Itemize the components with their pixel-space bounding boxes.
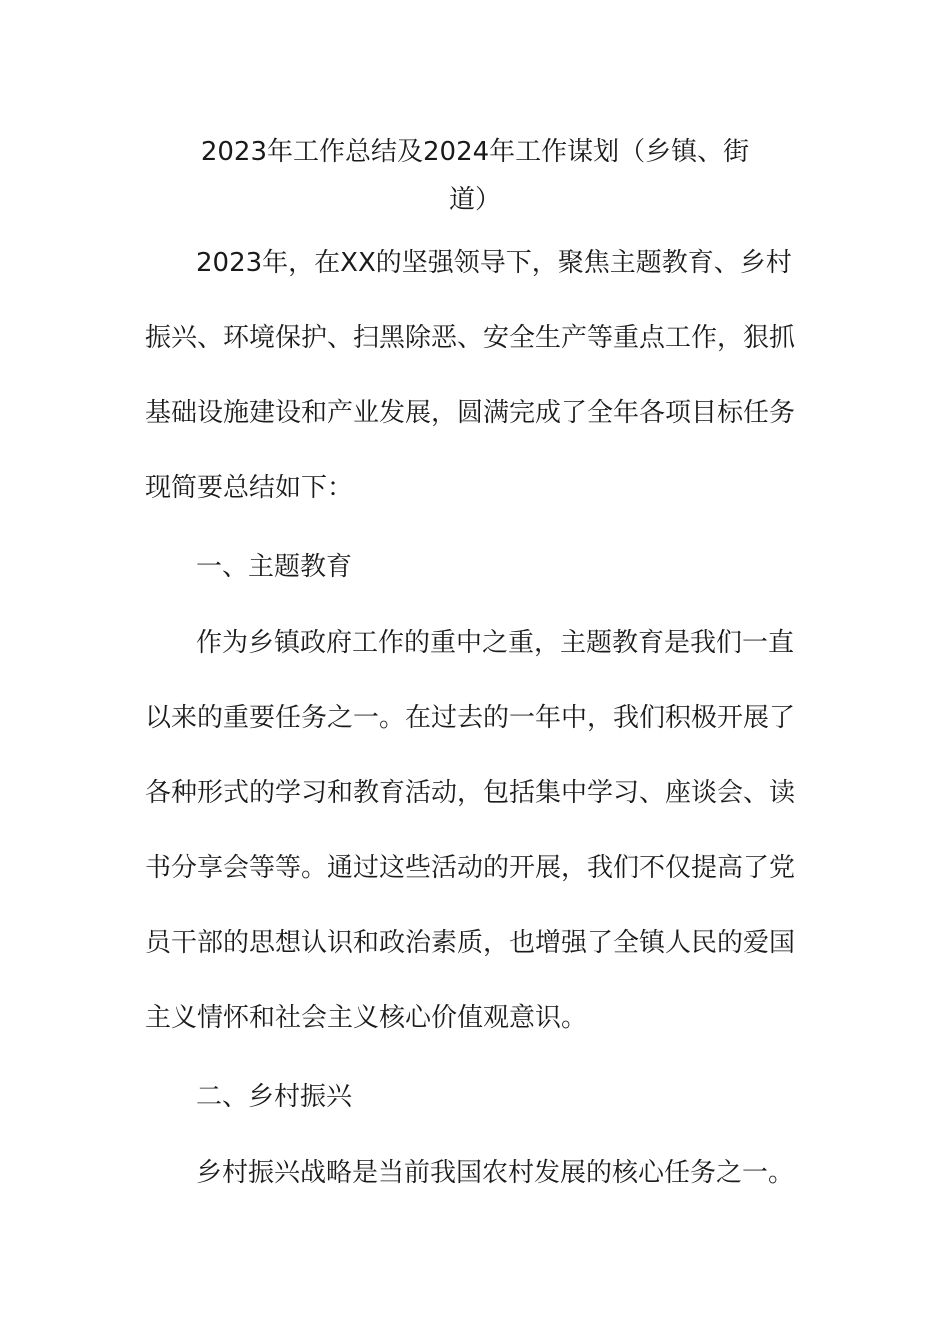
title-line-2: 道） (448, 185, 501, 215)
section2-line-1: 乡村振兴战略是当前我国农村发展的核心任务之一。 (196, 1158, 795, 1188)
intro-line-3: 基础设施建设和产业发展，圆满完成了全年各项目标任务 (145, 398, 796, 428)
section1-line-5: 员干部的思想认识和政治素质，也增强了全镇人民的爱国 (145, 928, 796, 958)
section1-line-6: 主义情怀和社会主义核心价值观意识。 (145, 1003, 588, 1033)
intro-line-1: 2023年，在XX的坚强领导下，聚焦主题教育、乡村 (196, 248, 792, 278)
section1-line-3: 各种形式的学习和教育活动，包括集中学习、座谈会、读 (145, 778, 796, 808)
section1-line-1: 作为乡镇政府工作的重中之重，主题教育是我们一直 (196, 628, 795, 658)
title-line-1: 2023年工作总结及2024年工作谋划（乡镇、街 (200, 137, 750, 167)
document-title (145, 128, 805, 224)
section1-heading: 一、主题教育 (196, 552, 353, 582)
intro-line-4: 现简要总结如下： (145, 473, 354, 503)
section1-line-2: 以来的重要任务之一。在过去的一年中，我们积极开展了 (145, 703, 796, 733)
section1-line-4: 书分享会等等。通过这些活动的开展，我们不仅提高了党 (145, 853, 796, 883)
intro-line-2: 振兴、环境保护、扫黑除恶、安全生产等重点工作，狠抓 (145, 323, 796, 353)
section2-heading: 二、乡村振兴 (196, 1082, 353, 1112)
